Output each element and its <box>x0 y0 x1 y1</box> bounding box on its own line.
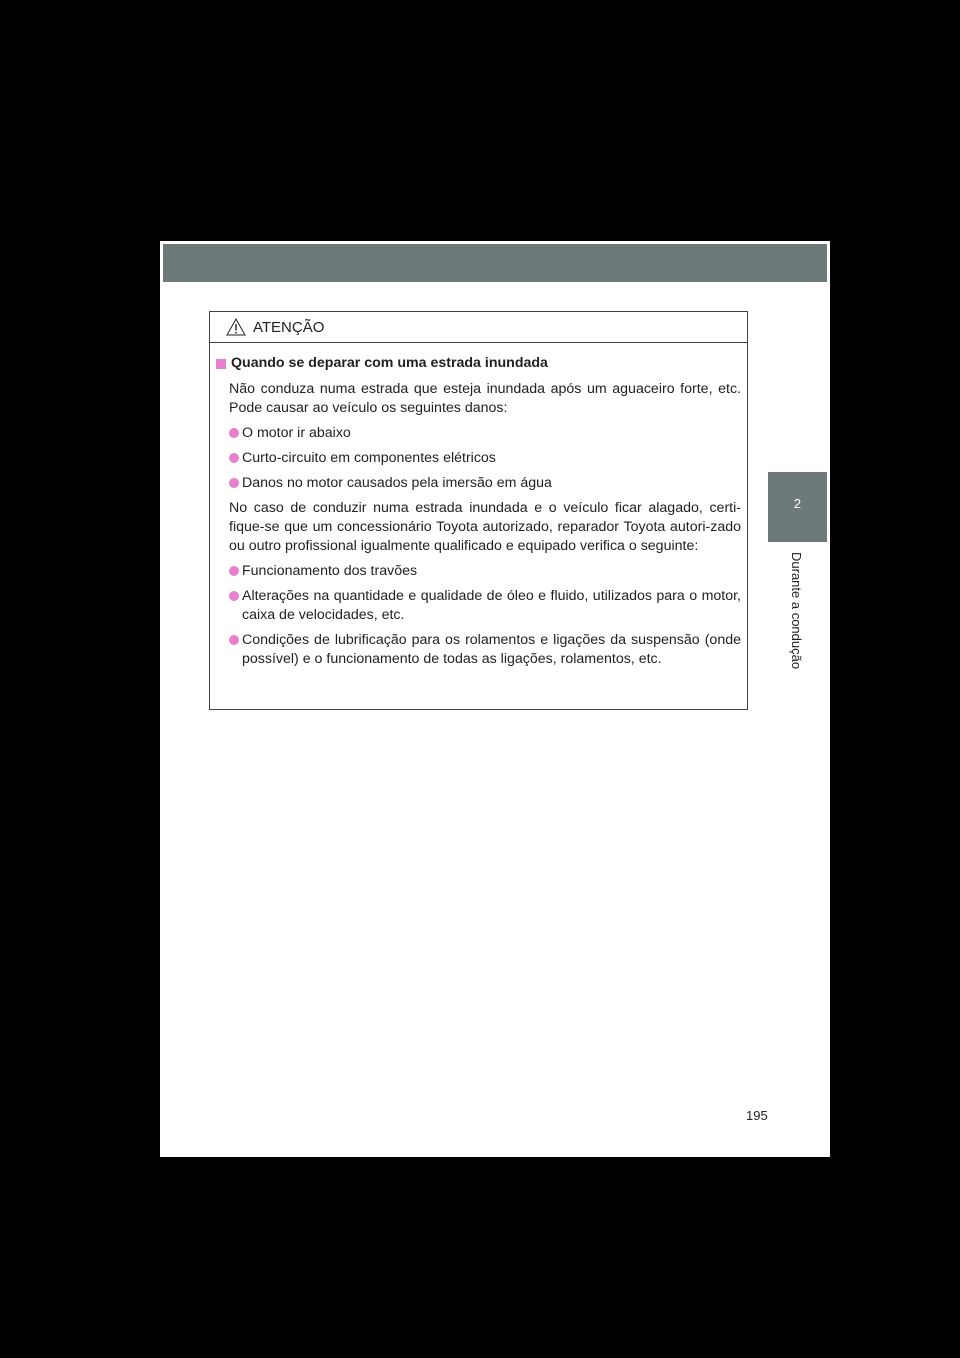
check-intro-paragraph: No caso de conduzir numa estrada inundada e o veículo ficar alagado, certi-fique-se que um concessionário Toyota autorizado, reparador Toyota autori-zado ou outro profissional igualmente qualificado e equipado verifica o seguinte: <box>229 500 741 554</box>
check-item: Funcionamento dos travões <box>229 562 741 581</box>
header-bar <box>163 244 827 282</box>
manual-page: 2 Durante a condução ATENÇÃO Quando se deparar com uma estrada inundada Não conduza numa estrada que esteja inundada após um aguaceiro forte, etc. Pode causar ao veículo os seguintes danos: O motor ir abaixo Curto-circuito em componentes elétricos Danos no motor causados pela imersão em água No caso de conduzir numa estrada inundada e o veículo ficar alagado, certi-fique-se que um concessionário Toyota autorizado, reparador Toyota autori-zado ou outro profissional igualmente qualificado e equipado verifica o seguinte: Funcionamento dos travões Alterações na quantidade e qualidade de óleo e fluido, utilizados para o motor, caixa de velocidades, etc. Condições de lubrificação para os rolamentos e ligações da suspensão (onde possível) e o funcionamento de todas as ligações, rolamentos, etc. 195 <box>160 241 830 1157</box>
page-number: 195 <box>746 1108 768 1123</box>
bullet-dot-icon <box>229 428 239 438</box>
bullet-dot-icon <box>229 591 239 601</box>
damage-item: O motor ir abaixo <box>229 424 741 443</box>
damage-item: Curto-circuito em componentes elétricos <box>229 449 741 468</box>
bullet-dot-icon <box>229 635 239 645</box>
intro-paragraph: Não conduza numa estrada que esteja inundada após um aguaceiro forte, etc. Pode causar ao veículo os seguintes danos: <box>229 381 741 416</box>
warning-heading: Quando se deparar com uma estrada inundada <box>216 354 741 373</box>
check-item: Condições de lubrificação para os rolamentos e ligações da suspensão (onde possível) e o funcionamento de todas as ligações, rolamentos, etc. <box>229 631 741 669</box>
bullet-dot-icon <box>229 566 239 576</box>
damage-item: Danos no motor causados pela imersão em água <box>229 474 741 493</box>
bullet-dot-icon <box>229 453 239 463</box>
check-item: Alterações na quantidade e qualidade de óleo e fluido, utilizados para o motor, caixa de velocidades, etc. <box>229 587 741 625</box>
chapter-tab <box>768 472 827 542</box>
chapter-number: 2 <box>793 496 802 511</box>
warning-triangle-icon <box>226 318 246 336</box>
warning-box <box>209 311 748 710</box>
square-bullet-icon <box>216 359 226 369</box>
bullet-dot-icon <box>229 478 239 488</box>
warning-title: ATENÇÃO <box>210 312 747 343</box>
